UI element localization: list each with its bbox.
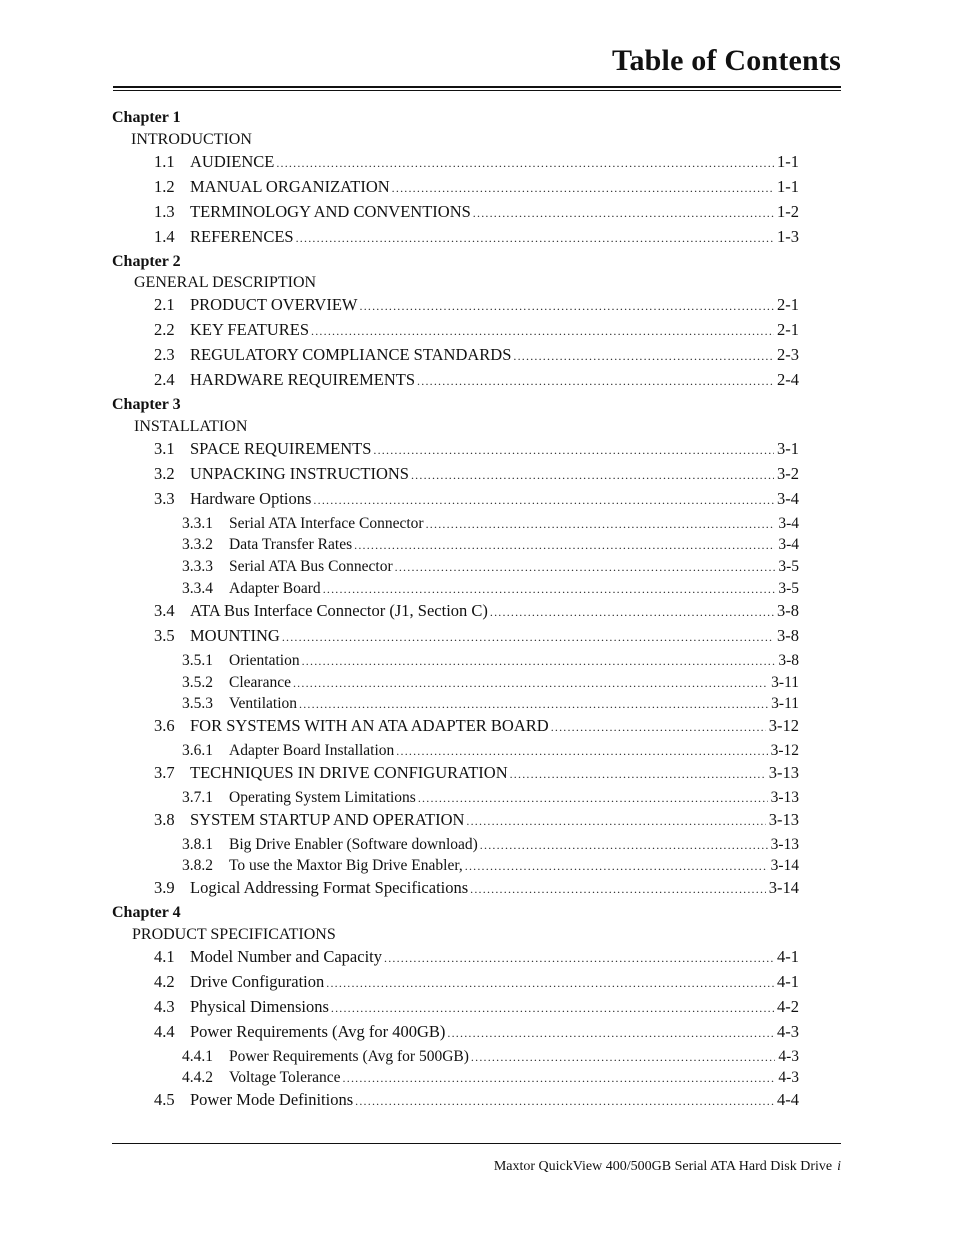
toc-subentry[interactable] — [182, 652, 799, 670]
section-title: Adapter Board — [229, 580, 321, 597]
section-title: Big Drive Enabler (Software download) — [229, 836, 478, 853]
section-number: 4.4 — [154, 1022, 175, 1041]
section-number: 3.5.3 — [182, 695, 213, 712]
section-title: ATA Bus Interface Connector (J1, Section C) — [190, 601, 488, 620]
dot-leader — [490, 603, 774, 621]
section-number: 4.3 — [154, 997, 175, 1016]
toc-entry[interactable] — [154, 465, 799, 484]
section-title: Physical Dimensions — [190, 997, 329, 1016]
page-number: 4-4 — [777, 1090, 799, 1109]
dot-leader — [418, 789, 768, 807]
page-number: 4-1 — [777, 972, 799, 991]
dot-leader — [426, 515, 776, 533]
dot-leader — [510, 765, 766, 783]
toc-subentry[interactable] — [182, 536, 799, 554]
page-number: 2-4 — [777, 370, 799, 389]
toc-entry[interactable] — [154, 602, 799, 621]
toc-entry[interactable] — [154, 371, 799, 390]
page-number: 3-8 — [777, 601, 799, 620]
page-number: 4-3 — [778, 1048, 799, 1065]
toc-entry[interactable] — [154, 627, 799, 646]
dot-leader — [326, 974, 774, 992]
section-number: 3.3 — [154, 489, 175, 508]
section-number: 1.2 — [154, 177, 175, 196]
section-title: TECHNIQUES IN DRIVE CONFIGURATION — [190, 763, 508, 782]
section-number: 3.6 — [154, 716, 175, 735]
dot-leader — [396, 742, 767, 760]
section-number: 3.2 — [154, 464, 175, 483]
section-title: Serial ATA Bus Connector — [229, 558, 393, 575]
dot-leader — [470, 880, 766, 898]
toc-entry[interactable] — [154, 178, 799, 197]
toc-subentry[interactable] — [182, 836, 799, 854]
section-title: UNPACKING INSTRUCTIONS — [190, 464, 409, 483]
dot-leader — [466, 812, 765, 830]
section-title: Power Requirements (Avg for 400GB) — [190, 1022, 446, 1041]
toc-entry[interactable] — [154, 948, 799, 967]
dot-leader — [465, 857, 768, 875]
page-number: 3-13 — [770, 836, 799, 853]
dot-leader — [384, 949, 774, 967]
toc-entry[interactable] — [154, 296, 799, 315]
page-number: 1-1 — [777, 177, 799, 196]
section-title: Model Number and Capacity — [190, 947, 382, 966]
section-number: 3.7 — [154, 763, 175, 782]
toc-entry[interactable] — [154, 973, 799, 992]
section-number: 4.5 — [154, 1090, 175, 1109]
section-number: 4.2 — [154, 972, 175, 991]
page-number: 3-4 — [778, 515, 799, 532]
dot-leader — [354, 536, 775, 554]
dot-leader — [360, 297, 775, 315]
toc-entry[interactable] — [154, 998, 799, 1017]
footer-rule — [112, 1143, 841, 1144]
page-number: 2-1 — [777, 295, 799, 314]
toc-subentry[interactable] — [182, 674, 799, 692]
page-number: 3-13 — [768, 810, 799, 829]
toc-entry[interactable] — [154, 811, 799, 830]
toc-subentry[interactable] — [182, 558, 799, 576]
page-number: 1-2 — [777, 202, 799, 221]
section-number: 3.6.1 — [182, 742, 213, 759]
dot-leader — [411, 466, 774, 484]
page-number: 3-11 — [771, 674, 799, 691]
toc-entry[interactable] — [154, 1023, 799, 1042]
page-number: 3-14 — [770, 857, 799, 874]
section-number: 3.8 — [154, 810, 175, 829]
toc-subentry[interactable] — [182, 857, 799, 875]
section-number: 3.5 — [154, 626, 175, 645]
chapter-title: INSTALLATION — [134, 418, 248, 435]
chapter-label: Chapter 2 — [112, 253, 181, 270]
toc-subentry[interactable] — [182, 515, 799, 533]
toc-subentry[interactable] — [182, 580, 799, 598]
toc-entry[interactable] — [154, 879, 799, 898]
section-title: FOR SYSTEMS WITH AN ATA ADAPTER BOARD — [190, 716, 549, 735]
page-number: 1-3 — [777, 227, 799, 246]
dot-leader — [471, 1048, 775, 1066]
dot-leader — [282, 628, 774, 646]
dot-leader — [373, 441, 774, 459]
section-number: 2.2 — [154, 320, 175, 339]
page-title: Table of Contents — [612, 44, 841, 77]
section-title: Voltage Tolerance — [229, 1069, 341, 1086]
section-title: PRODUCT OVERVIEW — [190, 295, 358, 314]
dot-leader — [302, 652, 776, 670]
section-number: 3.8.2 — [182, 857, 213, 874]
section-title: Operating System Limitations — [229, 789, 416, 806]
section-title: Orientation — [229, 652, 300, 669]
page-number: 4-3 — [777, 1022, 799, 1041]
chapter-label: Chapter 4 — [112, 904, 181, 921]
dot-leader — [296, 229, 774, 247]
section-number: 3.5.1 — [182, 652, 213, 669]
footer-product-name: Maxtor QuickView 400/500GB Serial ATA Hard Disk Drive — [493, 1159, 833, 1174]
section-title: Serial ATA Interface Connector — [229, 515, 424, 532]
page-number: 3-2 — [777, 464, 799, 483]
section-title: Ventilation — [229, 695, 298, 712]
dot-leader — [395, 558, 776, 576]
page-number: 3-5 — [778, 580, 799, 597]
page-number: 4-1 — [777, 947, 799, 966]
section-number: 3.4 — [154, 601, 175, 620]
page-number: 4-2 — [777, 997, 799, 1016]
dot-leader — [355, 1092, 774, 1110]
page-number: 3-4 — [777, 489, 799, 508]
section-title: REGULATORY COMPLIANCE STANDARDS — [190, 345, 512, 364]
toc-entry[interactable] — [154, 203, 799, 222]
section-number: 3.5.2 — [182, 674, 213, 691]
section-number: 3.7.1 — [182, 789, 213, 806]
section-title: Logical Addressing Format Specifications — [190, 878, 469, 897]
page-number: 3-4 — [778, 536, 799, 553]
dot-leader — [311, 322, 774, 340]
toc-entry[interactable] — [154, 490, 799, 509]
dot-leader — [276, 154, 774, 172]
chapter-title: PRODUCT SPECIFICATIONS — [132, 926, 336, 943]
section-number: 4.1 — [154, 947, 175, 966]
page-number: 3-13 — [770, 789, 799, 806]
page-footer — [494, 1159, 841, 1175]
dot-leader — [480, 836, 768, 854]
section-title: SPACE REQUIREMENTS — [190, 439, 372, 458]
toc-subentry[interactable] — [182, 789, 799, 807]
section-title: To use the Maxtor Big Drive Enabler, — [229, 857, 463, 874]
page-number: 3-5 — [778, 558, 799, 575]
section-title: HARDWARE REQUIREMENTS — [190, 370, 416, 389]
chapter-title: GENERAL DESCRIPTION — [134, 274, 317, 291]
dot-leader — [513, 347, 774, 365]
section-number: 3.1 — [154, 439, 175, 458]
section-number: 3.8.1 — [182, 836, 213, 853]
section-number: 3.3.3 — [182, 558, 213, 575]
section-title: MOUNTING — [190, 626, 280, 645]
toc-entry[interactable] — [154, 1091, 799, 1110]
page-number: 3-11 — [771, 695, 799, 712]
section-number: 3.9 — [154, 878, 175, 897]
toc-subentry[interactable] — [182, 695, 799, 713]
section-number: 3.3.4 — [182, 580, 213, 597]
dot-leader — [551, 718, 766, 736]
dot-leader — [447, 1024, 774, 1042]
toc-entry[interactable] — [154, 764, 799, 783]
chapter-label: Chapter 3 — [112, 396, 181, 413]
section-title: Clearance — [229, 674, 291, 691]
section-title: SYSTEM STARTUP AND OPERATION — [190, 810, 465, 829]
page-number: 2-1 — [777, 320, 799, 339]
page-number: 3-14 — [768, 878, 799, 897]
section-title: KEY FEATURES — [190, 320, 310, 339]
page-number: 3-8 — [778, 652, 799, 669]
dot-leader — [313, 491, 774, 509]
page-number: 1-1 — [777, 152, 799, 171]
footer-page-number: i — [837, 1159, 841, 1174]
toc-entry[interactable] — [154, 321, 799, 340]
dot-leader — [343, 1069, 776, 1087]
dot-leader — [392, 179, 774, 197]
page-number: 3-13 — [768, 763, 799, 782]
section-title: Power Mode Definitions — [190, 1090, 354, 1109]
section-title: MANUAL ORGANIZATION — [190, 177, 390, 196]
toc-subentry[interactable] — [182, 742, 799, 760]
section-title: Hardware Options — [190, 489, 312, 508]
page-number: 3-8 — [777, 626, 799, 645]
page-number: 4-3 — [778, 1069, 799, 1086]
toc-subentry[interactable] — [182, 1069, 799, 1087]
toc-entry[interactable] — [154, 346, 799, 365]
chapter-title: INTRODUCTION — [131, 131, 252, 148]
dot-leader — [323, 580, 776, 598]
page-number: 3-12 — [770, 742, 799, 759]
toc-entry[interactable] — [154, 440, 799, 459]
section-number: 3.3.1 — [182, 515, 213, 532]
section-number: 1.3 — [154, 202, 175, 221]
toc-entry[interactable] — [154, 717, 799, 736]
chapter-label: Chapter 1 — [112, 109, 181, 126]
dot-leader — [417, 372, 774, 390]
page-number: 3-12 — [768, 716, 799, 735]
section-number: 1.4 — [154, 227, 175, 246]
section-title: Adapter Board Installation — [229, 742, 395, 759]
section-title: TERMINOLOGY AND CONVENTIONS — [190, 202, 471, 221]
section-title: REFERENCES — [190, 227, 294, 246]
section-number: 2.1 — [154, 295, 175, 314]
section-number: 4.4.1 — [182, 1048, 213, 1065]
toc-entry[interactable] — [154, 153, 799, 172]
toc-subentry[interactable] — [182, 1048, 799, 1066]
section-number: 4.4.2 — [182, 1069, 213, 1086]
dot-leader — [473, 204, 774, 222]
section-title: Power Requirements (Avg for 500GB) — [229, 1048, 469, 1065]
section-title: Drive Configuration — [190, 972, 325, 991]
page-number: 3-1 — [777, 439, 799, 458]
dot-leader — [331, 999, 774, 1017]
toc-entry[interactable] — [154, 228, 799, 247]
section-number: 2.4 — [154, 370, 175, 389]
dot-leader — [293, 674, 768, 692]
section-number: 2.3 — [154, 345, 175, 364]
section-number: 3.3.2 — [182, 536, 213, 553]
section-title: AUDIENCE — [190, 152, 275, 171]
section-title: Data Transfer Rates — [229, 536, 353, 553]
dot-leader — [299, 695, 768, 713]
page-number: 2-3 — [777, 345, 799, 364]
section-number: 1.1 — [154, 152, 175, 171]
